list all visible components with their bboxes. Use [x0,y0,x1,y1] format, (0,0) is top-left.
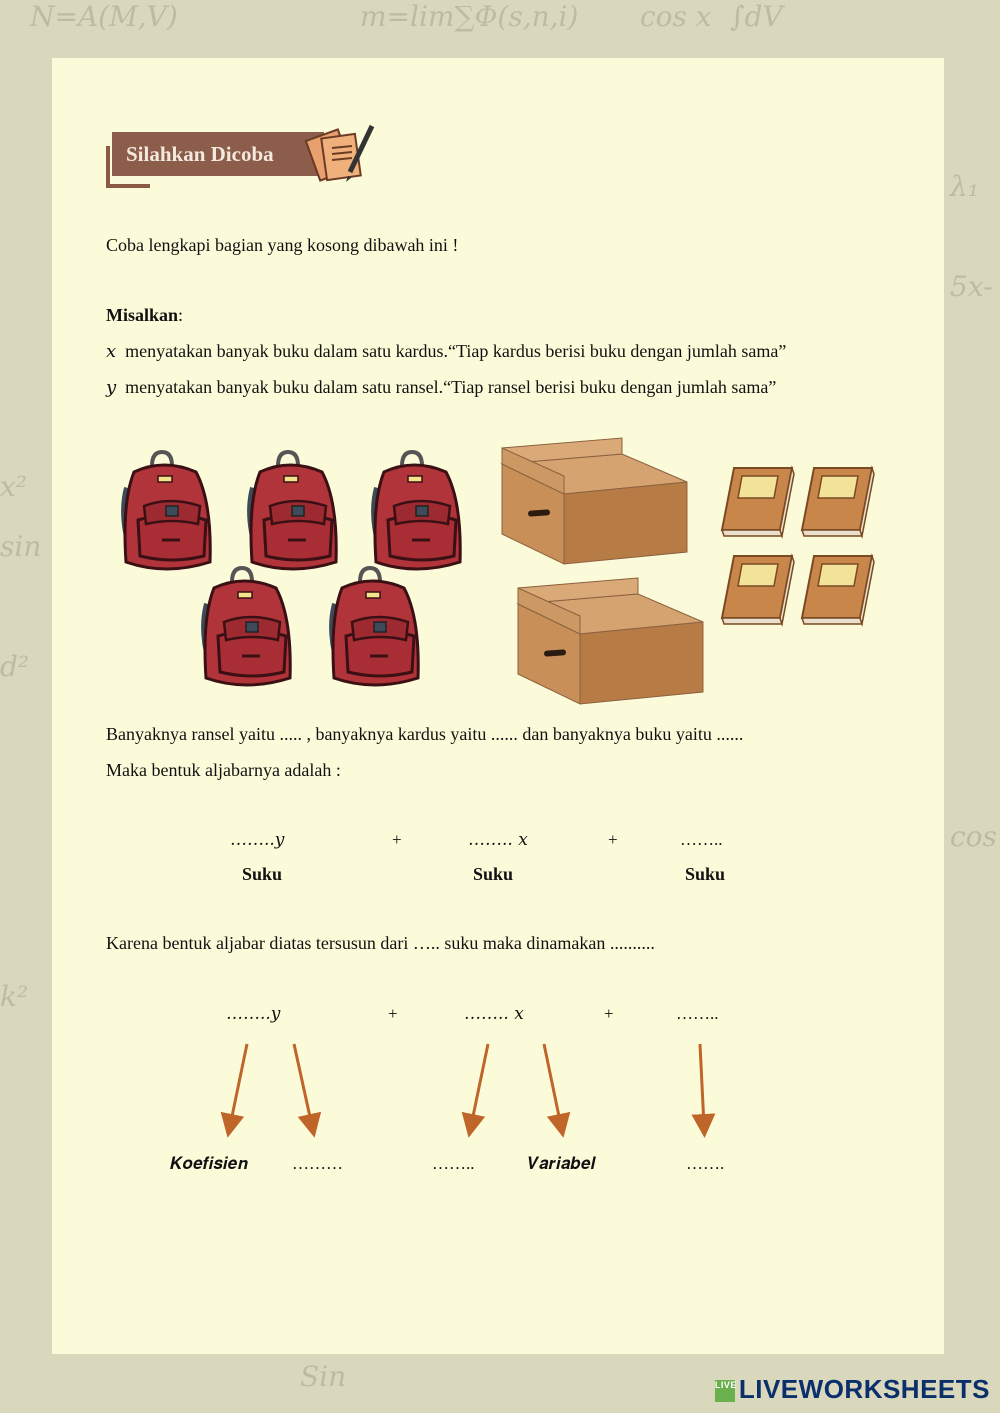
instruction-text: Coba lengkapi bagian yang kosong dibawah ini ! [106,235,459,255]
question-counts: Banyaknya ransel yaitu ..... , banyaknya kardus yaitu ...... dan banyaknya buku yaitu ...... [106,724,744,744]
expr2-term-2: …….. 𝑥 [464,1004,524,1024]
label-koefisien: 𝑲𝒐𝒆𝒇𝒊𝒔𝒊𝒆𝒏 [170,1154,248,1173]
arrow [700,1044,704,1126]
bg-formula: k² [0,980,29,1013]
blank-label-2: …….. [432,1154,475,1173]
arrow [294,1044,312,1126]
expr2-plus-1: + [388,1004,398,1023]
y-variable: y [106,377,117,398]
logo-text: LIVEWORKSHEETS [738,1374,990,1404]
banner-title: Silahkan Dicoba [112,132,324,176]
expr2-term-3: …….. [676,1004,719,1023]
suku-label-2: Suku [473,864,514,884]
bg-formula: Sin [300,1360,347,1393]
expr2-plus-2: + [604,1004,614,1023]
expr-plus-1: + [392,830,402,849]
expr-term-1: ……..𝑦 [230,830,285,850]
bg-formula: cos [950,820,997,853]
bg-formula: d² [0,650,30,683]
question-terms: Karena bentuk aljabar diatas tersusun dari ….. suku maka dinamakan .......... [106,933,655,953]
liveworksheets-logo [715,1374,990,1405]
expr-term-2: …….. 𝑥 [468,830,528,850]
expr-term-3: …….. [680,830,723,849]
bg-formula: 5x- [950,270,993,303]
bg-formula: sin [0,530,42,563]
arrow [544,1044,561,1126]
suku-label-1: Suku [242,864,283,884]
blank-label-1: ……… [292,1154,343,1173]
y-definition-text: menyatakan banyak buku dalam satu ransel.“Tiap ransel berisi buku dengan jumlah sama” [125,377,777,397]
blank-label-3: ……. [686,1154,725,1173]
x-definition-text: menyatakan banyak buku dalam satu kardus.“Tiap kardus berisi buku dengan jumlah sama” [125,341,787,361]
bg-formula: N=A(M,V) [30,0,178,33]
bg-formula: x² [0,470,28,503]
bg-formula: cos x [640,0,712,33]
liveworksheets-icon: LIVE [715,1380,735,1402]
question-algebra: Maka bentuk aljabarnya adalah : [106,760,341,780]
suku-label-3: Suku [685,864,726,884]
label-variabel: 𝑽𝒂𝒓𝒊𝒂𝒃𝒆𝒍 [528,1154,596,1173]
bg-formula: λ₁ [950,170,979,203]
expr2-term-1: ……..𝑦 [226,1004,281,1024]
arrow [471,1044,488,1126]
arrow [230,1044,247,1126]
misalkan-label: Misalkan [106,305,179,325]
misalkan-colon: : [178,305,184,325]
bg-formula: m=lim∑Φ(s,n,i) [360,0,579,33]
bg-formula: ∫dV [730,0,783,33]
expr-plus-2: + [608,830,618,849]
x-variable: x [106,341,117,362]
